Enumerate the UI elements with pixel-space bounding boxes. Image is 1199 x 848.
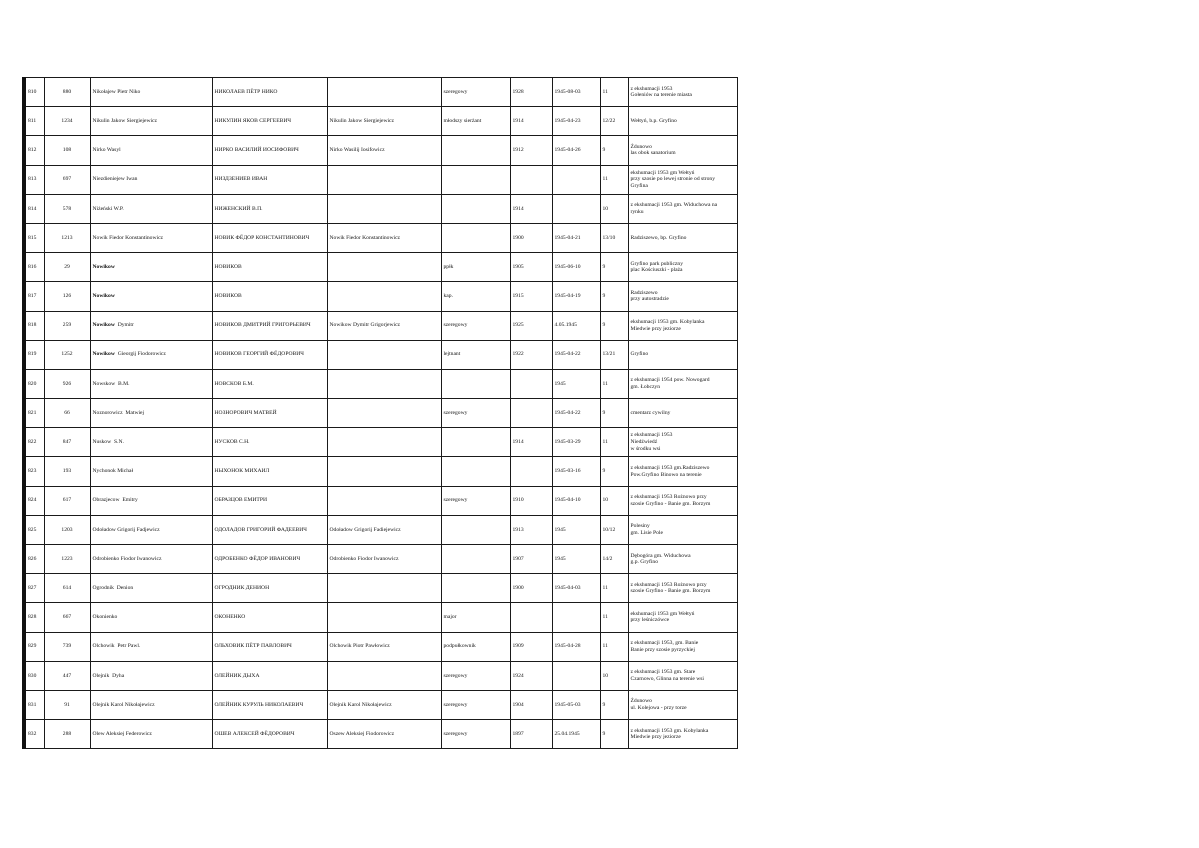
name-text: Niżeński W.P. — [92, 205, 124, 212]
row-number: 819 — [24, 340, 44, 369]
death-date — [552, 194, 600, 223]
cyrillic-name: НОВИКОВ ДМИТРИЙ ГРИГОРЬЕВИЧ — [212, 311, 327, 340]
table-row — [24, 661, 737, 690]
burial-place: ekshumacji 1953 gm. Kobylanka Miedwie przy jeziorze — [628, 311, 737, 340]
death-date: 1945-04-28 — [552, 632, 600, 661]
grave-record-id: 288 — [44, 720, 90, 749]
death-date: 1945-03-16 — [552, 457, 600, 486]
surname-bold: Nowikow — [92, 263, 115, 270]
alt-spelling: Oszew Aleksiej Fiodorowicz — [327, 720, 441, 749]
military-rank: szeregowy — [441, 661, 510, 690]
birth-year: 1912 — [510, 136, 552, 165]
name-text: Olejnik Karol Nikołajewicz — [92, 701, 155, 708]
burial-place: Radziszewo, bp. Gryfino — [628, 223, 737, 252]
death-date: 1945-08-03 — [552, 78, 600, 107]
cyrillic-name: ОШЕВ АЛЕКСЕЙ ФЁДОРОВИЧ — [212, 720, 327, 749]
birth-year: 1897 — [510, 720, 552, 749]
grave-record-id: 1223 — [44, 545, 90, 574]
table-row — [24, 136, 737, 165]
cyrillic-name: ОЛЕЙНИК ДЫХА — [212, 661, 327, 690]
table-row — [24, 515, 737, 544]
military-rank — [441, 428, 510, 457]
row-number: 820 — [24, 369, 44, 398]
military-rank: szeregowy — [441, 311, 510, 340]
alt-spelling — [327, 399, 441, 428]
cyrillic-name: ОГРОДНИК ДЕНИОН — [212, 574, 327, 603]
name-text: Nirko Wasyl — [92, 147, 121, 154]
soldier-name — [90, 690, 212, 719]
name-text: Okonienko — [92, 614, 118, 621]
military-rank: szeregowy — [441, 78, 510, 107]
cyrillic-name: ОДРОБЕНКО ФЁДОР ИВАНОВИЧ — [212, 545, 327, 574]
death-date: 1945 — [552, 515, 600, 544]
military-rank: major — [441, 603, 510, 632]
grave-record-id: 66 — [44, 399, 90, 428]
grave-number: 10 — [600, 194, 628, 223]
name-text: Niezdieniejew Iwan — [92, 176, 138, 183]
table-row — [24, 369, 737, 398]
name-text: Nikołajew Pietr Niko — [92, 88, 141, 95]
grave-number: 11 — [600, 369, 628, 398]
cyrillic-name: НИКУЛИН ЯКОВ СЕРГЕЕВИЧ — [212, 107, 327, 136]
birth-year: 1904 — [510, 690, 552, 719]
death-date: 4.05.1945 — [552, 311, 600, 340]
grave-record-id: 578 — [44, 194, 90, 223]
death-date: 25.04.1945 — [552, 720, 600, 749]
table-row — [24, 165, 737, 194]
death-date: 1945 — [552, 369, 600, 398]
military-rank — [441, 165, 510, 194]
burial-place: cmentarz cywilny — [628, 399, 737, 428]
burial-place: z ekshumacji 1953, gm. Banie Banie przy szosie pyrzyckiej — [628, 632, 737, 661]
birth-year: 1913 — [510, 515, 552, 544]
burial-place: z ekshumacji 1953 gm. Widuchowa na rynku — [628, 194, 737, 223]
alt-spelling — [327, 340, 441, 369]
name-text: Dymitr — [114, 322, 134, 329]
birth-year — [510, 399, 552, 428]
cyrillic-name: ОБРАЗЦОВ ЕМИТРИ — [212, 486, 327, 515]
row-number: 814 — [24, 194, 44, 223]
grave-record-id: 193 — [44, 457, 90, 486]
soldier-name — [90, 720, 212, 749]
grave-number: 9 — [600, 720, 628, 749]
table-row — [24, 603, 737, 632]
row-number: 826 — [24, 545, 44, 574]
burial-place: Dębogóra gm. Widuchowa g.p. Gryfino — [628, 545, 737, 574]
burial-place: Żdunowo las obok sanatorium — [628, 136, 737, 165]
death-date: 1945-04-22 — [552, 399, 600, 428]
grave-record-id: 1252 — [44, 340, 90, 369]
soldier-name — [90, 486, 212, 515]
military-rank — [441, 369, 510, 398]
death-date — [552, 661, 600, 690]
table-row — [24, 690, 737, 719]
row-number: 829 — [24, 632, 44, 661]
grave-number: 11 — [600, 574, 628, 603]
death-date: 1945-04-26 — [552, 136, 600, 165]
grave-record-id: 1234 — [44, 107, 90, 136]
burial-place: Polesiny gm. Lisie Pole — [628, 515, 737, 544]
cyrillic-name: НОЗНОРОВИЧ МАТВЕЙ — [212, 399, 327, 428]
row-number: 821 — [24, 399, 44, 428]
grave-record-id: 926 — [44, 369, 90, 398]
birth-year: 1914 — [510, 428, 552, 457]
name-text: Noznorowicz Matwiej — [92, 409, 145, 416]
alt-spelling: Odoładow Grigorij Fadiejewicz — [327, 515, 441, 544]
row-number: 810 — [24, 78, 44, 107]
cyrillic-name: НОВИКОВ ГЕОРГИЙ ФЁДОРОВИЧ — [212, 340, 327, 369]
military-rank — [441, 223, 510, 252]
name-text: Odrobienko Fiodor Iwanowicz — [92, 555, 162, 562]
grave-number: 11 — [600, 78, 628, 107]
grave-record-id: 614 — [44, 574, 90, 603]
burial-place: ekshumacji 1953 gm Wełtyń przy szosie po lewej stronie od strony Gryfina — [628, 165, 737, 194]
soldier-name — [90, 340, 212, 369]
table-row — [24, 632, 737, 661]
row-number: 824 — [24, 486, 44, 515]
alt-spelling: Nowik Fiedor Konstantinowicz — [327, 223, 441, 252]
burial-place: z ekshumacji 1953 gm. Kobylanka Miedwie przy jeziorze — [628, 720, 737, 749]
grave-number: 9 — [600, 311, 628, 340]
alt-spelling: Odrobienko Fiodor Iwanowicz — [327, 545, 441, 574]
birth-year: 1907 — [510, 545, 552, 574]
soldier-name — [90, 369, 212, 398]
soldier-name — [90, 661, 212, 690]
cyrillic-name: НИЖЕНСКИЙ В.П. — [212, 194, 327, 223]
soldier-name — [90, 136, 212, 165]
grave-number: 9 — [600, 399, 628, 428]
alt-spelling — [327, 253, 441, 282]
alt-spelling: Nowikow Dymitr Grigorjewicz — [327, 311, 441, 340]
alt-spelling — [327, 603, 441, 632]
cyrillic-name: НОВСКОВ Б.М. — [212, 369, 327, 398]
row-number: 822 — [24, 428, 44, 457]
soldier-name — [90, 603, 212, 632]
grave-number: 13/10 — [600, 223, 628, 252]
grave-record-id: 126 — [44, 282, 90, 311]
death-date: 1945-06-10 — [552, 253, 600, 282]
table-row — [24, 428, 737, 457]
grave-number: 9 — [600, 136, 628, 165]
military-rank — [441, 545, 510, 574]
death-date: 1945-03-29 — [552, 428, 600, 457]
birth-year — [510, 165, 552, 194]
soldier-name — [90, 194, 212, 223]
row-number: 830 — [24, 661, 44, 690]
burial-place: z ekshumacji 1953 gm.Radziszewo Pow.Gryfino Binowo na terenie — [628, 457, 737, 486]
military-rank — [441, 136, 510, 165]
grave-record-id: 259 — [44, 311, 90, 340]
grave-number: 9 — [600, 457, 628, 486]
burial-place: Gryfino park publiczny plac Kościuszki - plaża — [628, 253, 737, 282]
soldier-name — [90, 457, 212, 486]
grave-number: 9 — [600, 282, 628, 311]
alt-spelling: Nirko Wasilij Iosifowicz — [327, 136, 441, 165]
alt-spelling — [327, 486, 441, 515]
cyrillic-name: НУСКОВ С.Н. — [212, 428, 327, 457]
grave-number: 9 — [600, 690, 628, 719]
soldier-name — [90, 282, 212, 311]
birth-year: 1900 — [510, 223, 552, 252]
alt-spelling: Nikulin Jakow Siergiejewicz — [327, 107, 441, 136]
name-text: Nowskow B.M. — [92, 380, 130, 387]
military-rank: szeregowy — [441, 486, 510, 515]
death-date: 1945-05-03 — [552, 690, 600, 719]
row-number: 813 — [24, 165, 44, 194]
burial-place: Radziszewo przy autostradzie — [628, 282, 737, 311]
birth-year — [510, 369, 552, 398]
grave-number: 12/22 — [600, 107, 628, 136]
name-text: Olchowik Petr Pawl. — [92, 643, 141, 650]
military-rank: podpułkownik — [441, 632, 510, 661]
cyrillic-name: НИЗДЗЕНИЕВ ИВАН — [212, 165, 327, 194]
soldier-name — [90, 311, 212, 340]
death-date — [552, 603, 600, 632]
name-text: Nikulin Jakow Siergiejewicz — [92, 117, 158, 124]
soldier-name — [90, 253, 212, 282]
surname-bold: Nowikow — [92, 293, 115, 300]
grave-record-id: 1203 — [44, 515, 90, 544]
burial-place: z ekshumacji 1954 pow. Nowogard gm. Łobczyn — [628, 369, 737, 398]
grave-number: 11 — [600, 428, 628, 457]
table-row — [24, 486, 737, 515]
soldier-name — [90, 107, 212, 136]
table-row — [24, 223, 737, 252]
grave-record-id: 617 — [44, 486, 90, 515]
row-number: 832 — [24, 720, 44, 749]
name-text: Olejnik Dyha — [92, 672, 125, 679]
name-text: Odoładow Grigorij Fadjewicz — [92, 526, 160, 533]
alt-spelling — [327, 165, 441, 194]
table-row — [24, 545, 737, 574]
death-date — [552, 165, 600, 194]
birth-year: 1900 — [510, 574, 552, 603]
military-rank — [441, 194, 510, 223]
grave-number: 13/21 — [600, 340, 628, 369]
soldier-name — [90, 632, 212, 661]
grave-number: 10 — [600, 486, 628, 515]
name-text: Nychonok Michał — [92, 468, 134, 475]
burial-place: Wełtyń, b.p. Gryfino — [628, 107, 737, 136]
military-rank — [441, 574, 510, 603]
alt-spelling — [327, 194, 441, 223]
grave-number: 11 — [600, 632, 628, 661]
table-row — [24, 78, 737, 107]
military-rank: młodszy sierżant — [441, 107, 510, 136]
name-text: Olew Aleksiej Federowicz — [92, 730, 152, 737]
surname-bold: Nowikow — [92, 322, 115, 329]
row-number: 831 — [24, 690, 44, 719]
table-row — [24, 107, 737, 136]
burial-place: z ekshumacji 1953 Gołeniów na terenie miasta — [628, 78, 737, 107]
grave-number: 9 — [600, 253, 628, 282]
surname-bold: Nowikow — [92, 351, 115, 358]
birth-year — [510, 457, 552, 486]
row-number: 818 — [24, 311, 44, 340]
military-rank: lejtnant — [441, 340, 510, 369]
alt-spelling — [327, 457, 441, 486]
row-number: 815 — [24, 223, 44, 252]
cyrillic-name: НИКОЛАЕВ ПЁТР НИКО — [212, 78, 327, 107]
alt-spelling — [327, 78, 441, 107]
grave-number: 14/2 — [600, 545, 628, 574]
table-row — [24, 574, 737, 603]
alt-spelling: Olchowik Piotr Pawłowicz — [327, 632, 441, 661]
grave-record-id: 847 — [44, 428, 90, 457]
grave-record-id: 1213 — [44, 223, 90, 252]
death-date: 1945-04-21 — [552, 223, 600, 252]
burial-place: z ekshumacji 1953 Rożnowo przy szosie Gryfino - Banie gm. Borzym — [628, 574, 737, 603]
death-date: 1945-04-19 — [552, 282, 600, 311]
cyrillic-name: ОЛЕЙНИК КУРУЛЬ НИКОЛАЕВИЧ — [212, 690, 327, 719]
soldier-name — [90, 545, 212, 574]
cyrillic-name: НОВИКОВ — [212, 253, 327, 282]
cyrillic-name: ОДОЛАДОВ ГРИГОРИЙ ФАДЕЕВИЧ — [212, 515, 327, 544]
soldier-name — [90, 165, 212, 194]
cyrillic-name: НИРКО ВАСИЛИЙ ИОСИФОВИЧ — [212, 136, 327, 165]
table-row — [24, 720, 737, 749]
row-number: 827 — [24, 574, 44, 603]
table-row — [24, 253, 737, 282]
birth-year: 1928 — [510, 78, 552, 107]
grave-record-id: 91 — [44, 690, 90, 719]
birth-year: 1914 — [510, 107, 552, 136]
table-row — [24, 282, 737, 311]
cyrillic-name: ОЛЬХОВИК ПЁТР ПАВЛОВИЧ — [212, 632, 327, 661]
row-number: 823 — [24, 457, 44, 486]
soldier-name — [90, 78, 212, 107]
alt-spelling — [327, 661, 441, 690]
cyrillic-name: ОКОНЕНКО — [212, 603, 327, 632]
row-number: 816 — [24, 253, 44, 282]
name-text: Nuskow S.N. — [92, 439, 124, 446]
military-rank: szeregowy — [441, 690, 510, 719]
soldier-name — [90, 574, 212, 603]
alt-spelling — [327, 369, 441, 398]
death-date: 1945-04-03 — [552, 574, 600, 603]
row-number: 817 — [24, 282, 44, 311]
death-date: 1945 — [552, 545, 600, 574]
row-number: 828 — [24, 603, 44, 632]
soldier-name — [90, 399, 212, 428]
burial-place: Żdunowo ul. Kolejowa - przy torze — [628, 690, 737, 719]
cyrillic-name: НОВИКОВ — [212, 282, 327, 311]
grave-number: 10/12 — [600, 515, 628, 544]
name-text: Gieorgij Fiodorowicz — [114, 351, 166, 358]
cyrillic-name: НОВИК ФЁДОР КОНСТАНТИНОВИЧ — [212, 223, 327, 252]
birth-year: 1905 — [510, 253, 552, 282]
grave-number: 10 — [600, 661, 628, 690]
grave-record-id: 108 — [44, 136, 90, 165]
military-rank — [441, 515, 510, 544]
table-row — [24, 194, 737, 223]
grave-record-id: 739 — [44, 632, 90, 661]
row-number: 811 — [24, 107, 44, 136]
death-date: 1945-04-23 — [552, 107, 600, 136]
soldier-name — [90, 428, 212, 457]
birth-year: 1910 — [510, 486, 552, 515]
grave-record-id: 667 — [44, 603, 90, 632]
alt-spelling: Olejnik Karol Nikołajewicz — [327, 690, 441, 719]
burial-place: Gryfino — [628, 340, 737, 369]
birth-year — [510, 603, 552, 632]
table-row — [24, 311, 737, 340]
burial-register-table — [22, 77, 738, 749]
death-date: 1945-04-22 — [552, 340, 600, 369]
row-number: 812 — [24, 136, 44, 165]
table-row — [24, 457, 737, 486]
row-number: 825 — [24, 515, 44, 544]
death-date: 1945-04-10 — [552, 486, 600, 515]
soldier-name — [90, 515, 212, 544]
burial-place: z ekshumacji 1953 Rożnowo przy szosie Gryfino - Banie gm. Borzym — [628, 486, 737, 515]
grave-number: 11 — [600, 165, 628, 194]
military-rank — [441, 457, 510, 486]
military-rank: szeregowy — [441, 399, 510, 428]
alt-spelling — [327, 574, 441, 603]
grave-record-id: 29 — [44, 253, 90, 282]
grave-record-id: 697 — [44, 165, 90, 194]
grave-record-id: 447 — [44, 661, 90, 690]
grave-number: 11 — [600, 603, 628, 632]
table-row — [24, 399, 737, 428]
table-row — [24, 340, 737, 369]
name-text: Obrazjecow Emitry — [92, 497, 138, 504]
cyrillic-name: НЫХОНОК МИХАИЛ — [212, 457, 327, 486]
burial-place: z ekshumacji 1953 Niedźwiedź w środku wsi — [628, 428, 737, 457]
birth-year: 1924 — [510, 661, 552, 690]
alt-spelling — [327, 428, 441, 457]
birth-year: 1914 — [510, 194, 552, 223]
birth-year: 1925 — [510, 311, 552, 340]
burial-place: z ekshumacji 1953 gm. Stare Czarnowo, Glinna na terenie wsi — [628, 661, 737, 690]
name-text: Nowik Fiedor Konstantinowicz — [92, 234, 164, 241]
birth-year: 1915 — [510, 282, 552, 311]
grave-record-id: 880 — [44, 78, 90, 107]
military-rank: kap. — [441, 282, 510, 311]
birth-year: 1909 — [510, 632, 552, 661]
alt-spelling — [327, 282, 441, 311]
military-rank: szeregowy — [441, 720, 510, 749]
birth-year: 1922 — [510, 340, 552, 369]
name-text: Ogrodnik Denion — [92, 584, 134, 591]
military-rank: ppłk — [441, 253, 510, 282]
soldier-name — [90, 223, 212, 252]
burial-place: ekshumacji 1953 gm Wełtyń przy leśniczówce — [628, 603, 737, 632]
